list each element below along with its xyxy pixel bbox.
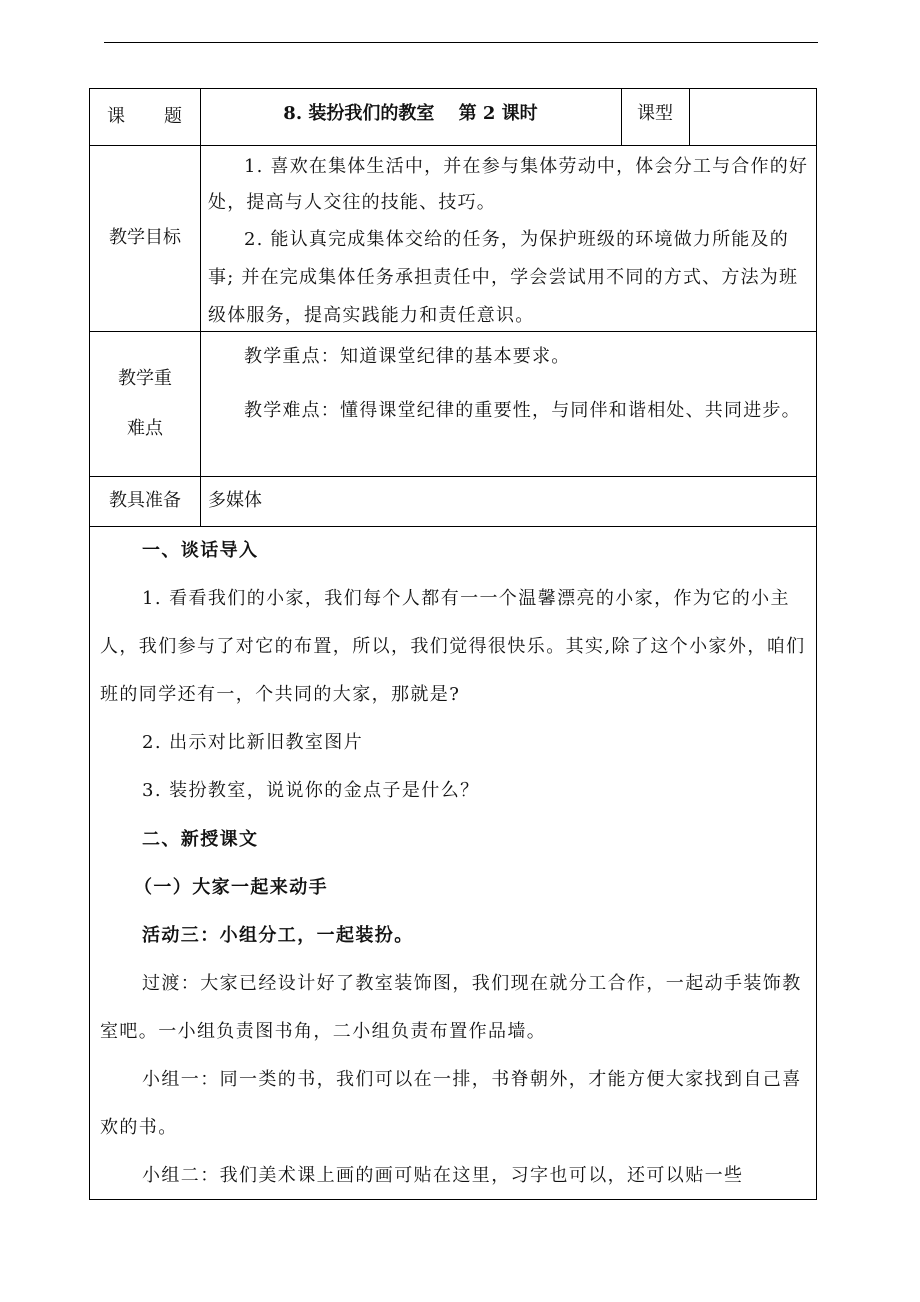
lesson-type-label: 课型 <box>637 103 673 124</box>
objectives-label: 教学目标 <box>109 227 181 248</box>
header-rule <box>104 42 818 43</box>
teaching-focus: 教学重点：知道课堂纪律的基本要求。 <box>244 346 571 367</box>
key-points-label-line1: 教学重 <box>118 367 172 389</box>
subsection-1-title: （一）大家一起来动手 <box>134 877 328 898</box>
key-points-label-line2: 难点 <box>127 417 163 439</box>
section-1-paragraph-3: 3. 装扮教室，说说你的金点子是什么？ <box>142 780 480 801</box>
lesson-title: 8. 装扮我们的教室 第 2 课时 <box>283 103 538 124</box>
section-1-paragraph-1: 1. 看看我们的小家，我们每个人都有一一个温馨漂亮的小家，作为它的小主人，我们参与了对它的布置，所以，我们觉得很快乐。其实,除了这个小家外，咱们班的同学还有一，个共同的大家，那就是? <box>100 588 806 705</box>
tools-label: 教具准备 <box>109 490 181 511</box>
tools-value: 多媒体 <box>208 490 262 511</box>
group-2-paragraph: 小组二：我们美术课上画的画可贴在这里，习字也可以，还可以贴一些 <box>142 1165 744 1186</box>
key-points-label <box>90 331 200 476</box>
transition-paragraph: 过渡：大家已经设计好了教室装饰图，我们现在就分工合作，一起动手装饰教室吧。一小组负责图书角，二小组负责布置作品墙。 <box>100 973 802 1042</box>
objective-2: 2. 能认真完成集体交给的任务，为保护班级的环境做力所能及的事; 并在完成集体任务承担责任中，学会尝试用不同的方式、方法为班级体服务，提高实践能力和责任意识。 <box>208 229 799 326</box>
objective-1: 1. 喜欢在集体生活中，并在参与集体劳动中，体会分工与合作的好处，提高与人交往的技能、技巧。 <box>208 156 809 213</box>
teaching-difficulty: 教学难点：懂得课堂纪律的重要性，与同伴和谐相处、共同进步。 <box>244 400 801 421</box>
section-2-title: 二、新授课文 <box>142 829 259 850</box>
group-1-paragraph: 小组一：同一类的书，我们可以在一排，书脊朝外，才能方便大家找到自己喜欢的书。 <box>100 1069 802 1138</box>
label-column-divider <box>200 89 201 527</box>
section-1-title: 一、谈话导入 <box>142 540 259 561</box>
section-1-paragraph-2: 2. 出示对比新旧教室图片 <box>142 732 364 753</box>
lesson-type-value <box>689 89 816 139</box>
lesson-plan-table <box>89 88 817 1200</box>
topic-label: 课 题 <box>107 106 183 127</box>
activity-title: 活动三：小组分工，一起装扮。 <box>142 925 414 946</box>
